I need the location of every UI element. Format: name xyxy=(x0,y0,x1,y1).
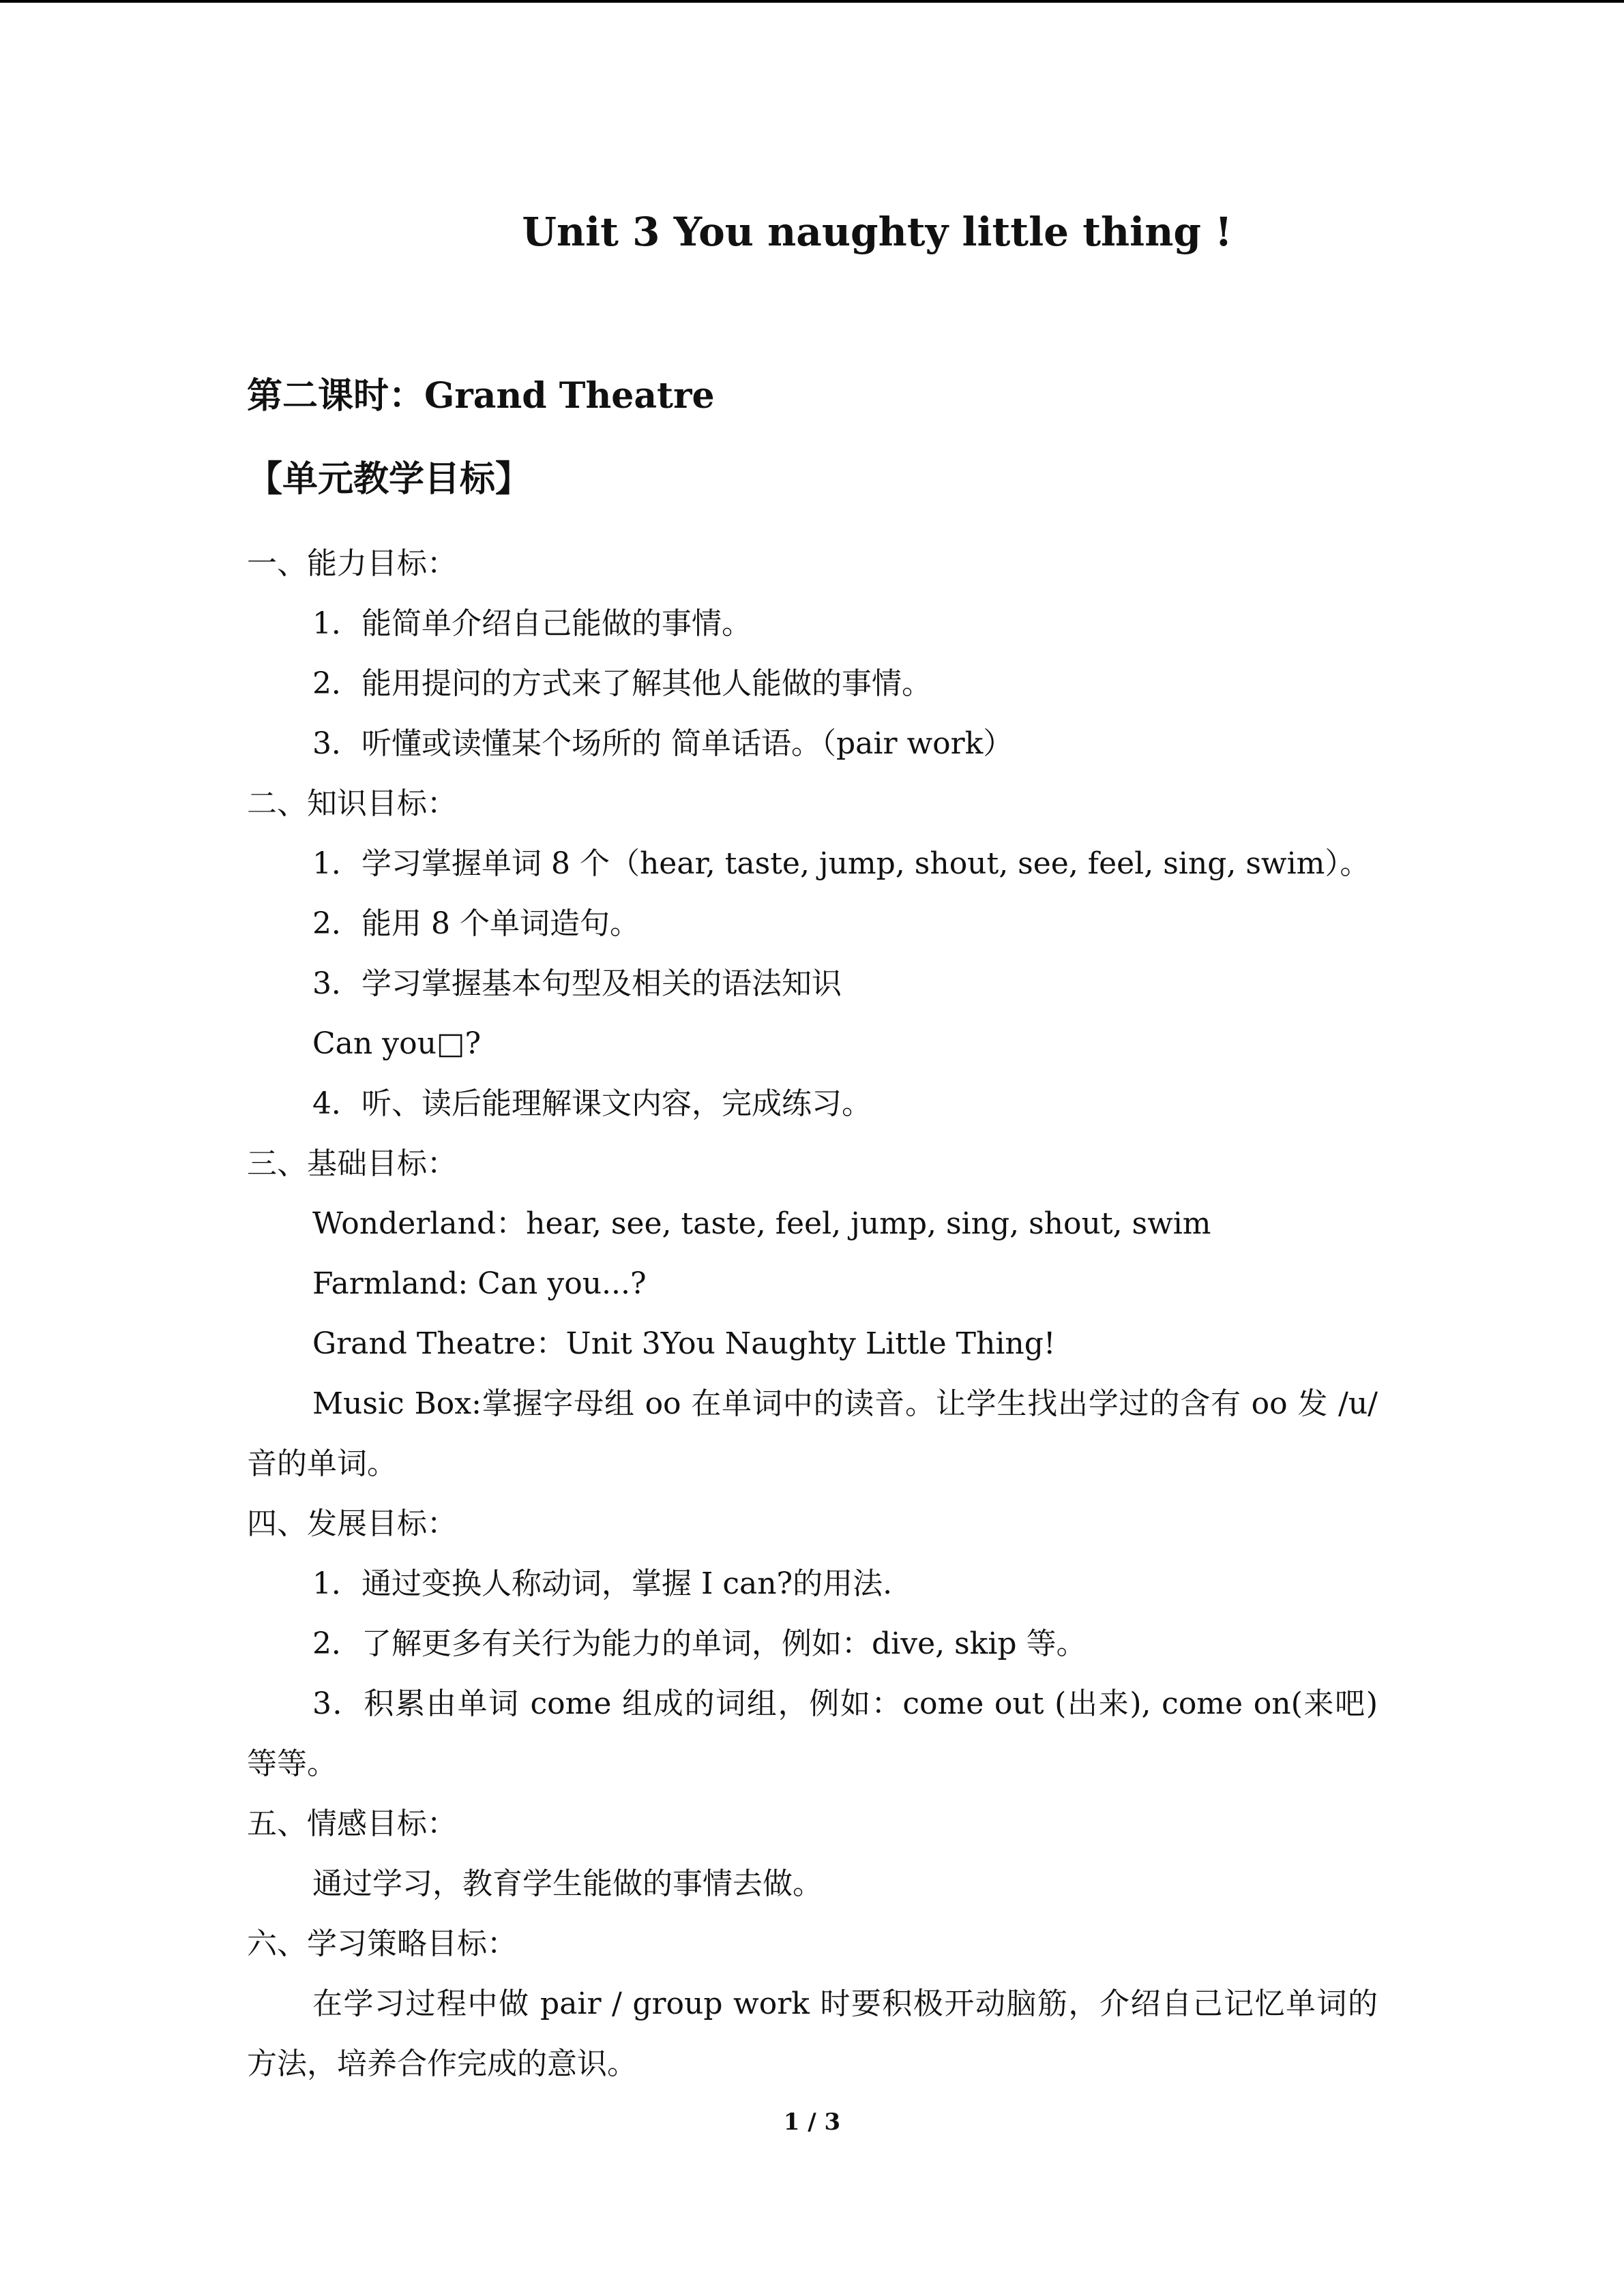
goal-heading-basic: 三、基础目标： xyxy=(247,1146,457,1181)
list-item: 3．学习掌握基本句型及相关的语法知识 xyxy=(312,966,842,1001)
list-item: 4．听、读后能理解课文内容，完成练习。 xyxy=(312,1086,872,1121)
document-title: Unit 3 You naughty little thing ! xyxy=(522,209,1232,255)
list-item: 2．了解更多有关行为能力的单词，例如：dive, skip 等。 xyxy=(312,1626,1087,1661)
list-item: 3．听懂或读懂某个场所的 简单话语。（pair work） xyxy=(312,726,1014,761)
list-item: Wonderland：hear, see, taste, feel, jump, sing, shout, swim xyxy=(312,1206,1211,1241)
list-item: 3．积累由单词 come 组成的词组，例如：come out (出来), come on(来吧) 等等。 xyxy=(247,1686,1378,1781)
goal-heading-strategy: 六、学习策略目标： xyxy=(247,1926,517,1961)
list-item: 1．能简单介绍自己能做的事情。 xyxy=(312,606,752,641)
lesson-heading: 第二课时：Grand Theatre xyxy=(247,375,715,417)
section-heading: 【单元教学目标】 xyxy=(247,458,531,500)
list-item: 2．能用提问的方式来了解其他人能做的事情。 xyxy=(312,666,932,701)
sentence-pattern: Can you□? xyxy=(312,1026,482,1061)
goal-heading-development: 四、发展目标： xyxy=(247,1506,457,1541)
list-item: 通过学习，教育学生能做的事情去做。 xyxy=(312,1866,823,1901)
list-item: 1．学习掌握单词 8 个（hear, taste, jump, shout, see, feel, sing, swim）。 xyxy=(312,846,1370,881)
list-item: Grand Theatre：Unit 3You Naughty Little Thing! xyxy=(312,1326,1056,1361)
document-page xyxy=(247,205,1378,2094)
list-item: 2．能用 8 个单词造句。 xyxy=(312,906,640,941)
top-border xyxy=(0,0,1624,3)
music-box-paragraph: Music Box:掌握字母组 oo 在单词中的读音。让学生找出学过的含有 oo 发 /u/ 音的单词。 xyxy=(247,1386,1378,1481)
list-item: Farmland: Can you...? xyxy=(312,1266,647,1301)
strategy-paragraph: 在学习过程中做 pair / group work 时要积极开动脑筋，介绍自己记忆单词的方法，培养合作完成的意识。 xyxy=(247,1986,1378,2081)
goal-heading-emotion: 五、情感目标： xyxy=(247,1806,457,1841)
goal-heading-knowledge: 二、知识目标： xyxy=(247,786,457,821)
page-number: 1 / 3 xyxy=(783,2108,841,2136)
list-item: 1．通过变换人称动词，掌握 I can?的用法. xyxy=(312,1566,893,1601)
goal-heading-ability: 一、能力目标： xyxy=(247,546,457,581)
